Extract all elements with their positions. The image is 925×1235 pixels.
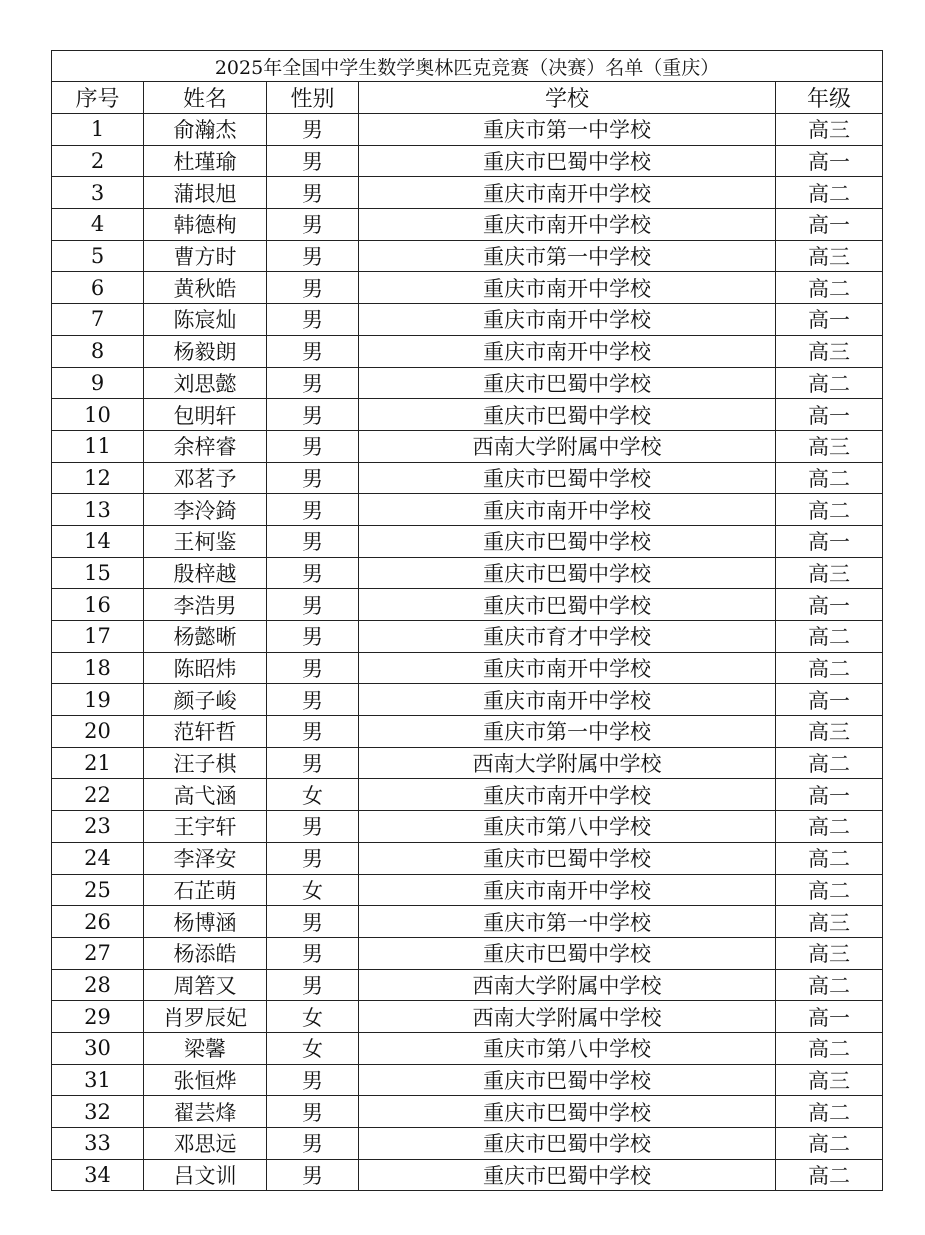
cell-gender: 男 bbox=[267, 494, 359, 526]
cell-index: 33 bbox=[52, 1128, 144, 1160]
cell-grade: 高二 bbox=[776, 1159, 883, 1191]
cell-school: 重庆市巴蜀中学校 bbox=[359, 589, 776, 621]
table-row bbox=[52, 240, 883, 272]
cell-index: 1 bbox=[52, 114, 144, 146]
cell-name: 周箬又 bbox=[144, 969, 267, 1001]
cell-school: 重庆市巴蜀中学校 bbox=[359, 1064, 776, 1096]
cell-school: 重庆市南开中学校 bbox=[359, 652, 776, 684]
cell-grade: 高三 bbox=[776, 1064, 883, 1096]
cell-school: 重庆市南开中学校 bbox=[359, 335, 776, 367]
column-header-index: 序号 bbox=[52, 82, 144, 114]
cell-name: 杨懿晰 bbox=[144, 621, 267, 653]
cell-index: 29 bbox=[52, 1001, 144, 1033]
cell-school: 重庆市育才中学校 bbox=[359, 621, 776, 653]
cell-name: 杨博涵 bbox=[144, 906, 267, 938]
cell-gender: 男 bbox=[267, 430, 359, 462]
cell-name: 李泠錡 bbox=[144, 494, 267, 526]
table-row bbox=[52, 621, 883, 653]
cell-name: 杜瑾瑜 bbox=[144, 145, 267, 177]
cell-index: 15 bbox=[52, 557, 144, 589]
cell-index: 2 bbox=[52, 145, 144, 177]
cell-grade: 高二 bbox=[776, 494, 883, 526]
cell-school: 重庆市南开中学校 bbox=[359, 494, 776, 526]
cell-gender: 男 bbox=[267, 240, 359, 272]
cell-grade: 高一 bbox=[776, 525, 883, 557]
cell-school: 重庆市第一中学校 bbox=[359, 906, 776, 938]
table-row bbox=[52, 842, 883, 874]
cell-school: 重庆市巴蜀中学校 bbox=[359, 367, 776, 399]
table-row bbox=[52, 652, 883, 684]
cell-grade: 高一 bbox=[776, 779, 883, 811]
cell-index: 8 bbox=[52, 335, 144, 367]
cell-gender: 男 bbox=[267, 842, 359, 874]
cell-name: 韩德栒 bbox=[144, 209, 267, 241]
cell-school: 西南大学附属中学校 bbox=[359, 969, 776, 1001]
cell-school: 西南大学附属中学校 bbox=[359, 1001, 776, 1033]
cell-name: 李浩男 bbox=[144, 589, 267, 621]
table-row bbox=[52, 874, 883, 906]
cell-name: 李泽安 bbox=[144, 842, 267, 874]
cell-grade: 高三 bbox=[776, 114, 883, 146]
cell-name: 石芷萌 bbox=[144, 874, 267, 906]
cell-name: 范轩哲 bbox=[144, 716, 267, 748]
cell-name: 翟芸烽 bbox=[144, 1096, 267, 1128]
cell-grade: 高二 bbox=[776, 1032, 883, 1064]
table-row bbox=[52, 335, 883, 367]
cell-index: 20 bbox=[52, 716, 144, 748]
cell-grade: 高二 bbox=[776, 874, 883, 906]
table-row bbox=[52, 1032, 883, 1064]
cell-grade: 高二 bbox=[776, 811, 883, 843]
cell-school: 重庆市南开中学校 bbox=[359, 684, 776, 716]
table-row bbox=[52, 1064, 883, 1096]
cell-grade: 高三 bbox=[776, 937, 883, 969]
cell-name: 王柯鉴 bbox=[144, 525, 267, 557]
cell-index: 12 bbox=[52, 462, 144, 494]
cell-school: 重庆市南开中学校 bbox=[359, 177, 776, 209]
cell-index: 22 bbox=[52, 779, 144, 811]
cell-gender: 男 bbox=[267, 1064, 359, 1096]
table-row bbox=[52, 209, 883, 241]
cell-gender: 男 bbox=[267, 716, 359, 748]
cell-gender: 男 bbox=[267, 525, 359, 557]
cell-school: 重庆市巴蜀中学校 bbox=[359, 1159, 776, 1191]
cell-school: 重庆市巴蜀中学校 bbox=[359, 937, 776, 969]
cell-name: 蒲垠旭 bbox=[144, 177, 267, 209]
cell-index: 23 bbox=[52, 811, 144, 843]
cell-index: 27 bbox=[52, 937, 144, 969]
cell-school: 重庆市第八中学校 bbox=[359, 811, 776, 843]
table-title: 2025年全国中学生数学奥林匹克竞赛（决赛）名单（重庆） bbox=[52, 51, 883, 82]
cell-gender: 男 bbox=[267, 589, 359, 621]
cell-grade: 高三 bbox=[776, 906, 883, 938]
column-header-grade: 年级 bbox=[776, 82, 883, 114]
cell-name: 邓茗予 bbox=[144, 462, 267, 494]
cell-name: 黄秋皓 bbox=[144, 272, 267, 304]
cell-gender: 男 bbox=[267, 937, 359, 969]
cell-index: 21 bbox=[52, 747, 144, 779]
cell-name: 邓思远 bbox=[144, 1128, 267, 1160]
cell-grade: 高二 bbox=[776, 177, 883, 209]
header-row bbox=[52, 82, 883, 114]
cell-index: 13 bbox=[52, 494, 144, 526]
cell-grade: 高一 bbox=[776, 684, 883, 716]
cell-index: 14 bbox=[52, 525, 144, 557]
cell-index: 3 bbox=[52, 177, 144, 209]
table-row bbox=[52, 145, 883, 177]
cell-index: 30 bbox=[52, 1032, 144, 1064]
cell-school: 重庆市南开中学校 bbox=[359, 272, 776, 304]
cell-gender: 男 bbox=[267, 621, 359, 653]
roster-table bbox=[51, 50, 883, 1191]
cell-gender: 男 bbox=[267, 399, 359, 431]
cell-school: 重庆市南开中学校 bbox=[359, 874, 776, 906]
cell-name: 殷梓越 bbox=[144, 557, 267, 589]
cell-school: 重庆市第一中学校 bbox=[359, 716, 776, 748]
cell-grade: 高一 bbox=[776, 209, 883, 241]
cell-grade: 高一 bbox=[776, 1001, 883, 1033]
cell-gender: 女 bbox=[267, 1032, 359, 1064]
cell-index: 32 bbox=[52, 1096, 144, 1128]
cell-school: 重庆市巴蜀中学校 bbox=[359, 557, 776, 589]
cell-name: 吕文训 bbox=[144, 1159, 267, 1191]
cell-index: 11 bbox=[52, 430, 144, 462]
cell-grade: 高二 bbox=[776, 747, 883, 779]
cell-index: 18 bbox=[52, 652, 144, 684]
cell-school: 重庆市南开中学校 bbox=[359, 304, 776, 336]
cell-grade: 高二 bbox=[776, 652, 883, 684]
cell-grade: 高二 bbox=[776, 1096, 883, 1128]
table-row bbox=[52, 462, 883, 494]
cell-grade: 高三 bbox=[776, 240, 883, 272]
cell-grade: 高三 bbox=[776, 335, 883, 367]
cell-name: 张恒烨 bbox=[144, 1064, 267, 1096]
cell-gender: 男 bbox=[267, 304, 359, 336]
cell-school: 西南大学附属中学校 bbox=[359, 430, 776, 462]
roster-body bbox=[52, 114, 883, 1191]
cell-name: 杨添皓 bbox=[144, 937, 267, 969]
cell-name: 梁馨 bbox=[144, 1032, 267, 1064]
cell-name: 余梓睿 bbox=[144, 430, 267, 462]
table-row bbox=[52, 367, 883, 399]
cell-name: 颜子峻 bbox=[144, 684, 267, 716]
cell-gender: 男 bbox=[267, 272, 359, 304]
cell-gender: 男 bbox=[267, 177, 359, 209]
table-row bbox=[52, 1096, 883, 1128]
cell-gender: 男 bbox=[267, 747, 359, 779]
cell-name: 俞瀚杰 bbox=[144, 114, 267, 146]
cell-gender: 女 bbox=[267, 874, 359, 906]
table-row bbox=[52, 304, 883, 336]
cell-school: 重庆市南开中学校 bbox=[359, 779, 776, 811]
cell-gender: 女 bbox=[267, 779, 359, 811]
cell-gender: 男 bbox=[267, 652, 359, 684]
cell-grade: 高一 bbox=[776, 399, 883, 431]
cell-name: 肖罗辰妃 bbox=[144, 1001, 267, 1033]
cell-gender: 男 bbox=[267, 1096, 359, 1128]
cell-grade: 高二 bbox=[776, 272, 883, 304]
table-row bbox=[52, 589, 883, 621]
cell-gender: 男 bbox=[267, 684, 359, 716]
cell-index: 7 bbox=[52, 304, 144, 336]
cell-gender: 女 bbox=[267, 1001, 359, 1033]
table-row bbox=[52, 399, 883, 431]
cell-grade: 高二 bbox=[776, 1128, 883, 1160]
cell-index: 10 bbox=[52, 399, 144, 431]
cell-index: 9 bbox=[52, 367, 144, 399]
cell-index: 28 bbox=[52, 969, 144, 1001]
table-row bbox=[52, 177, 883, 209]
table-row bbox=[52, 1159, 883, 1191]
cell-school: 重庆市第一中学校 bbox=[359, 240, 776, 272]
cell-gender: 男 bbox=[267, 969, 359, 1001]
cell-gender: 男 bbox=[267, 1159, 359, 1191]
cell-school: 重庆市巴蜀中学校 bbox=[359, 1128, 776, 1160]
cell-index: 17 bbox=[52, 621, 144, 653]
table-row bbox=[52, 494, 883, 526]
cell-gender: 男 bbox=[267, 367, 359, 399]
cell-gender: 男 bbox=[267, 462, 359, 494]
cell-gender: 男 bbox=[267, 209, 359, 241]
table-row bbox=[52, 272, 883, 304]
cell-name: 汪子棋 bbox=[144, 747, 267, 779]
cell-grade: 高一 bbox=[776, 589, 883, 621]
cell-school: 重庆市巴蜀中学校 bbox=[359, 145, 776, 177]
table-row bbox=[52, 969, 883, 1001]
cell-grade: 高二 bbox=[776, 621, 883, 653]
cell-grade: 高二 bbox=[776, 462, 883, 494]
cell-grade: 高三 bbox=[776, 557, 883, 589]
table-row bbox=[52, 525, 883, 557]
table-row bbox=[52, 1128, 883, 1160]
table-row bbox=[52, 716, 883, 748]
table-row bbox=[52, 557, 883, 589]
cell-index: 16 bbox=[52, 589, 144, 621]
cell-school: 重庆市巴蜀中学校 bbox=[359, 842, 776, 874]
cell-school: 西南大学附属中学校 bbox=[359, 747, 776, 779]
cell-gender: 男 bbox=[267, 906, 359, 938]
cell-index: 34 bbox=[52, 1159, 144, 1191]
column-header-school: 学校 bbox=[359, 82, 776, 114]
cell-school: 重庆市巴蜀中学校 bbox=[359, 1096, 776, 1128]
table-row bbox=[52, 937, 883, 969]
cell-school: 重庆市巴蜀中学校 bbox=[359, 462, 776, 494]
cell-grade: 高一 bbox=[776, 145, 883, 177]
cell-name: 王宇轩 bbox=[144, 811, 267, 843]
cell-index: 24 bbox=[52, 842, 144, 874]
table-row bbox=[52, 1001, 883, 1033]
cell-grade: 高一 bbox=[776, 304, 883, 336]
column-header-name: 姓名 bbox=[144, 82, 267, 114]
cell-school: 重庆市南开中学校 bbox=[359, 209, 776, 241]
cell-grade: 高三 bbox=[776, 430, 883, 462]
cell-grade: 高二 bbox=[776, 969, 883, 1001]
title-row bbox=[52, 51, 883, 82]
cell-school: 重庆市巴蜀中学校 bbox=[359, 525, 776, 557]
cell-school: 重庆市第八中学校 bbox=[359, 1032, 776, 1064]
cell-gender: 男 bbox=[267, 811, 359, 843]
cell-index: 6 bbox=[52, 272, 144, 304]
cell-name: 曹方时 bbox=[144, 240, 267, 272]
cell-grade: 高三 bbox=[776, 716, 883, 748]
cell-name: 陈宸灿 bbox=[144, 304, 267, 336]
column-header-gender: 性别 bbox=[267, 82, 359, 114]
table-row bbox=[52, 684, 883, 716]
table-row bbox=[52, 430, 883, 462]
cell-name: 刘思懿 bbox=[144, 367, 267, 399]
cell-index: 5 bbox=[52, 240, 144, 272]
cell-index: 26 bbox=[52, 906, 144, 938]
cell-gender: 男 bbox=[267, 557, 359, 589]
cell-name: 高弋涵 bbox=[144, 779, 267, 811]
cell-gender: 男 bbox=[267, 145, 359, 177]
table-row bbox=[52, 114, 883, 146]
cell-index: 4 bbox=[52, 209, 144, 241]
cell-gender: 男 bbox=[267, 335, 359, 367]
table-row bbox=[52, 779, 883, 811]
cell-name: 陈昭炜 bbox=[144, 652, 267, 684]
cell-name: 包明轩 bbox=[144, 399, 267, 431]
cell-grade: 高二 bbox=[776, 842, 883, 874]
cell-grade: 高二 bbox=[776, 367, 883, 399]
cell-gender: 男 bbox=[267, 1128, 359, 1160]
cell-index: 31 bbox=[52, 1064, 144, 1096]
table-row bbox=[52, 811, 883, 843]
cell-name: 杨毅朗 bbox=[144, 335, 267, 367]
table-row bbox=[52, 747, 883, 779]
cell-school: 重庆市第一中学校 bbox=[359, 114, 776, 146]
cell-school: 重庆市巴蜀中学校 bbox=[359, 399, 776, 431]
cell-index: 25 bbox=[52, 874, 144, 906]
table-row bbox=[52, 906, 883, 938]
cell-index: 19 bbox=[52, 684, 144, 716]
cell-gender: 男 bbox=[267, 114, 359, 146]
